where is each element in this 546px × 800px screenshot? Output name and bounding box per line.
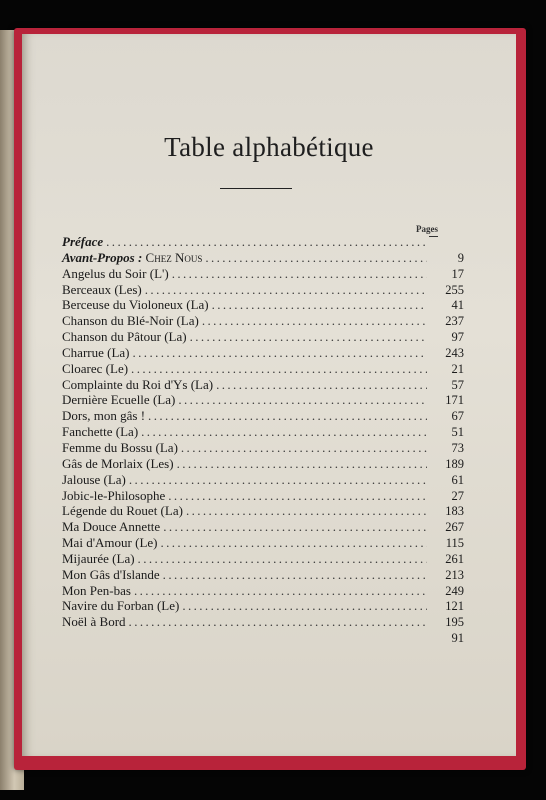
table-of-contents [62,235,464,647]
toc-entry [62,584,464,600]
leader-dots [181,441,427,454]
toc-entry [62,298,464,314]
toc-entry [62,568,464,584]
toc-entry-title: Fanchette (La) [62,424,139,440]
toc-entry-title: Chanson du Pâtour (La) [62,329,187,345]
toc-entry-page: 121 [445,599,464,614]
leader-dots [134,584,427,597]
toc-entry-title: Dors, mon gâs ! [62,408,146,424]
toc-entry-page: 261 [445,551,464,566]
leader-dots [205,251,427,264]
toc-entry-page: 183 [445,504,464,519]
toc-entry [62,393,464,409]
toc-entry [62,251,464,267]
toc-entry-title: Berceuse du Violoneux (La) [62,297,209,313]
toc-entry-page: 189 [445,456,464,471]
toc-entry [62,520,464,536]
toc-entry [62,330,464,346]
toc-entry [62,615,464,631]
toc-entry-page: 73 [451,440,464,455]
toc-entry-title: Noël à Bord [62,614,126,630]
toc-entry-title: Mai d'Amour (Le) [62,535,158,551]
leader-dots [129,615,427,628]
toc-entry-page: 57 [451,377,464,392]
leader-dots [212,298,427,311]
toc-entry-page: 115 [445,536,464,551]
toc-entry-title: Ma Douce Annette [62,519,161,535]
leader-dots [190,330,427,343]
toc-entry-title: Gâs de Morlaix (Les) [62,455,174,471]
toc-entry [62,536,464,552]
toc-entry-title: Dernière Ecuelle (La) [62,392,176,408]
toc-entry [62,314,464,330]
leader-dots [131,362,427,375]
toc-entry-title: Avant-Propos : Chez Nous [62,249,203,265]
leader-dots [145,283,427,296]
page-title: Table alphabétique [164,132,374,162]
toc-entry-page: 51 [451,425,464,440]
toc-entry-title: Charrue (La) [62,344,130,360]
toc-entry-page: 27 [451,488,464,503]
toc-entry-title: Jobic-le-Philosophe [62,487,166,503]
toc-entry [62,599,464,615]
toc-entry-page: 9 [457,250,464,265]
toc-entry-page: 237 [445,314,464,329]
toc-entry-page: 171 [445,393,464,408]
toc-entry [62,473,464,489]
toc-entry [62,283,464,299]
toc-entry [62,552,464,568]
leader-dots [138,552,427,565]
toc-entry-subtitle: Chez Nous [145,249,203,265]
leader-dots [163,520,427,533]
toc-entry-page: 17 [451,266,464,281]
toc-entry-page: 213 [445,567,464,582]
toc-entry [62,267,464,283]
leader-dots [216,378,427,391]
toc-entry-page: 41 [451,298,464,313]
toc-entry [62,409,464,425]
leader-dots [163,568,427,581]
toc-entry [62,457,464,473]
toc-entry-page: 91 [451,631,464,646]
leader-dots [177,457,427,470]
toc-entry-page: 61 [451,472,464,487]
toc-entry-title: Préface [62,234,104,249]
toc-entry-page: 255 [445,282,464,297]
toc-entry [62,504,464,520]
toc-entry [62,346,464,362]
toc-entry-title: Berceaux (Les) [62,281,142,297]
toc-entry-page: 21 [451,361,464,376]
leader-dots [202,314,427,327]
toc-entry [62,235,464,251]
toc-entry-title: Jalouse (La) [62,471,126,487]
toc-entry-title: Mijaurée (La) [62,550,135,566]
toc-entry-title: Navire du Forban (Le) [62,598,180,614]
toc-entry-title: Angelus du Soir (L') [62,265,169,281]
leader-dots [178,393,427,406]
leader-dots [182,599,427,612]
toc-entry-title: Cloarec (Le) [62,360,129,376]
toc-entry [62,425,464,441]
toc-entry-page: 195 [445,615,464,630]
toc-entry-title: Légende du Rouet (La) [62,503,183,519]
toc-entry-title: Mon Pen-bas [62,582,131,598]
pages-column-header: Pages [416,224,438,234]
toc-entry-page: 243 [445,345,464,360]
leader-dots [141,425,427,438]
leader-dots [148,409,427,422]
leader-dots [106,235,427,248]
toc-entry-title: Complainte du Roi d'Ys (La) [62,376,214,392]
leader-dots [160,536,427,549]
toc-entry [62,362,464,378]
leader-dots [133,346,428,359]
leader-dots [172,267,427,280]
toc-entry-page: 67 [451,409,464,424]
toc-entry-page: 97 [451,330,464,345]
toc-entry [62,441,464,457]
toc-entry-page: 249 [445,583,464,598]
toc-entry-title: Femme du Bossu (La) [62,439,178,455]
book-page [22,34,516,756]
toc-entry [62,378,464,394]
toc-entry-page: 267 [445,520,464,535]
leader-dots [168,489,427,502]
leader-dots [186,504,427,517]
toc-entry-title: Mon Gâs d'Islande [62,566,160,582]
toc-entry [62,489,464,505]
title-rule [220,188,292,189]
toc-entry-title: Chanson du Blé-Noir (La) [62,313,199,329]
toc-entry [62,631,464,647]
leader-dots [129,473,427,486]
